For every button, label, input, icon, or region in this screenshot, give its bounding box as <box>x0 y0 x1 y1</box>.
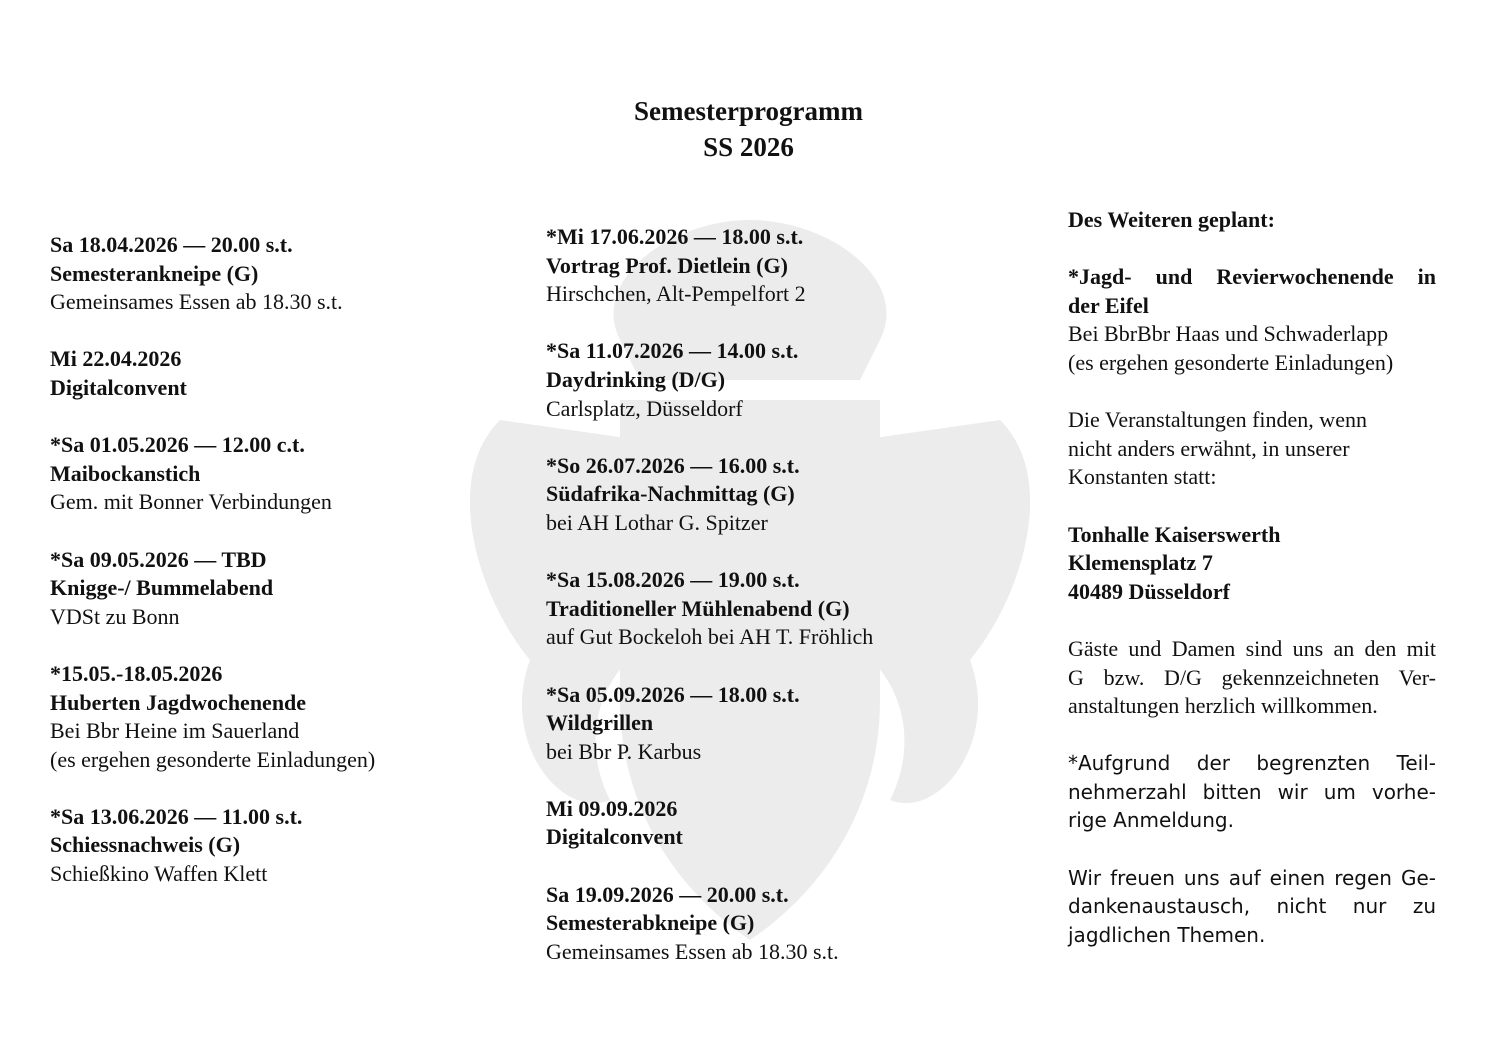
event-detail: Carlsplatz, Düsseldorf <box>546 395 743 421</box>
registration-note-line: *Aufgrund der begrenzten Teil- <box>1068 751 1436 776</box>
closing-note-line: Wir freuen uns auf einen regen Ge- <box>1068 865 1436 890</box>
event-date: *Sa 11.07.2026 — 14.00 s.t. <box>546 338 799 364</box>
event-title: Maibockanstich <box>50 460 201 486</box>
registration-note-line: rige Anmeldung. <box>1068 808 1234 833</box>
event-title: Huberten Jagdwochenende <box>50 689 307 715</box>
hunting-weekend-title: der Eifel <box>1068 292 1149 318</box>
venue-address <box>1068 521 1436 607</box>
event-date: *Sa 13.06.2026 — 11.00 s.t. <box>50 803 303 829</box>
guests-note <box>1068 635 1436 721</box>
planned-heading: Des Weiteren geplant: <box>1068 207 1275 232</box>
event-date: *So 26.07.2026 — 16.00 s.t. <box>546 452 800 478</box>
event-detail: Hirschchen, Alt-Pempelfort 2 <box>546 281 806 307</box>
event-date: *Mi 17.06.2026 — 18.00 s.t. <box>546 224 804 249</box>
registration-note <box>1068 749 1436 835</box>
event-detail: auf Gut Bockeloh bei AH T. Fröhlich <box>546 624 874 650</box>
event-title: Semesterabkneipe (G) <box>546 910 755 936</box>
event-entry <box>50 345 490 402</box>
event-entry <box>546 566 986 652</box>
event-entry <box>50 231 490 317</box>
event-detail: Schießkino Waffen Klett <box>50 861 268 887</box>
page-title: Semesterprogramm <box>634 96 863 126</box>
venue-intro <box>1068 406 1436 492</box>
event-entry <box>546 337 986 423</box>
venue-city: 40489 Düsseldorf <box>1068 578 1230 604</box>
venue-intro-line: Die Veranstaltungen finden, wenn <box>1068 407 1367 433</box>
event-title: Semesterankneipe (G) <box>50 260 259 286</box>
event-entry <box>546 452 986 538</box>
event-detail: Gemeinsames Essen ab 18.30 s.t. <box>50 289 343 315</box>
hunting-weekend-block <box>1068 263 1436 377</box>
event-date: Sa 19.09.2026 — 20.00 s.t. <box>546 881 789 907</box>
registration-note-line: nehmerzahl bitten wir um vorhe- <box>1068 779 1436 804</box>
event-title: Digitalconvent <box>50 374 187 400</box>
event-title: Traditioneller Mühlenabend (G) <box>546 595 850 621</box>
program-column-1 <box>50 231 490 917</box>
guests-note-line: G bzw. D/G gekennzeichneten Ver- <box>1068 664 1436 690</box>
event-date: *Sa 09.05.2026 — TBD <box>50 546 267 572</box>
event-entry <box>50 803 490 889</box>
event-entry <box>546 681 986 767</box>
event-date: *Sa 15.08.2026 — 19.00 s.t. <box>546 567 800 593</box>
planned-heading-block <box>1068 206 1436 235</box>
event-entry <box>546 795 986 852</box>
program-column-2 <box>546 223 986 995</box>
event-title: Schiessnachweis (G) <box>50 832 241 858</box>
hunting-weekend-detail: Bei BbrBbr Haas und Schwaderlapp <box>1068 321 1389 347</box>
closing-note <box>1068 864 1436 950</box>
venue-intro-line: Konstanten statt: <box>1068 464 1217 490</box>
closing-note-line: jagdlichen Themen. <box>1068 922 1266 947</box>
event-detail: (es ergehen gesonderte Einladungen) <box>50 746 376 772</box>
event-date: *Sa 01.05.2026 — 12.00 c.t. <box>50 432 305 458</box>
venue-intro-line: nicht anders erwähnt, in unserer <box>1068 435 1350 461</box>
venue-name: Tonhalle Kaiserswerth <box>1068 521 1281 547</box>
event-detail: bei AH Lothar G. Spitzer <box>546 509 768 535</box>
page-subtitle: SS 2026 <box>703 132 794 162</box>
event-date: *15.05.-18.05.2026 <box>50 660 223 686</box>
closing-note-line: dankenaustausch, nicht nur zu <box>1068 894 1436 919</box>
hunting-weekend-detail: (es ergehen gesonderte Einladungen) <box>1068 349 1394 375</box>
venue-street: Klemensplatz 7 <box>1068 550 1213 576</box>
event-date: Mi 22.04.2026 <box>50 346 182 372</box>
event-detail: VDSt zu Bonn <box>50 603 180 629</box>
event-title: Daydrinking (D/G) <box>546 366 726 392</box>
info-column <box>1068 206 1436 978</box>
guests-note-line: anstaltungen herzlich willkommen. <box>1068 693 1378 719</box>
event-title: Wildgrillen <box>546 710 654 736</box>
guests-note-line: Gäste und Damen sind uns an den mit <box>1068 635 1436 661</box>
event-entry <box>546 223 986 309</box>
event-date: *Sa 05.09.2026 — 18.00 s.t. <box>546 681 800 707</box>
event-detail: Gemeinsames Essen ab 18.30 s.t. <box>546 938 839 964</box>
event-detail: bei Bbr P. Karbus <box>546 738 702 764</box>
event-title: Knigge-/ Bummelabend <box>50 575 274 601</box>
event-entry <box>50 431 490 517</box>
event-detail: Bei Bbr Heine im Sauerland <box>50 718 300 744</box>
hunting-weekend-title: *Jagd- und Revierwochenende in <box>1068 264 1436 290</box>
event-date: Mi 09.09.2026 <box>546 795 678 821</box>
event-entry <box>546 881 986 967</box>
event-entry <box>50 546 490 632</box>
event-date: Sa 18.04.2026 — 20.00 s.t. <box>50 232 293 257</box>
event-title: Digitalconvent <box>546 824 683 850</box>
event-detail: Gem. mit Bonner Verbindungen <box>50 489 332 515</box>
event-entry <box>50 660 490 774</box>
event-title: Vortrag Prof. Dietlein (G) <box>546 252 788 278</box>
event-title: Südafrika-Nachmittag (G) <box>546 481 795 507</box>
